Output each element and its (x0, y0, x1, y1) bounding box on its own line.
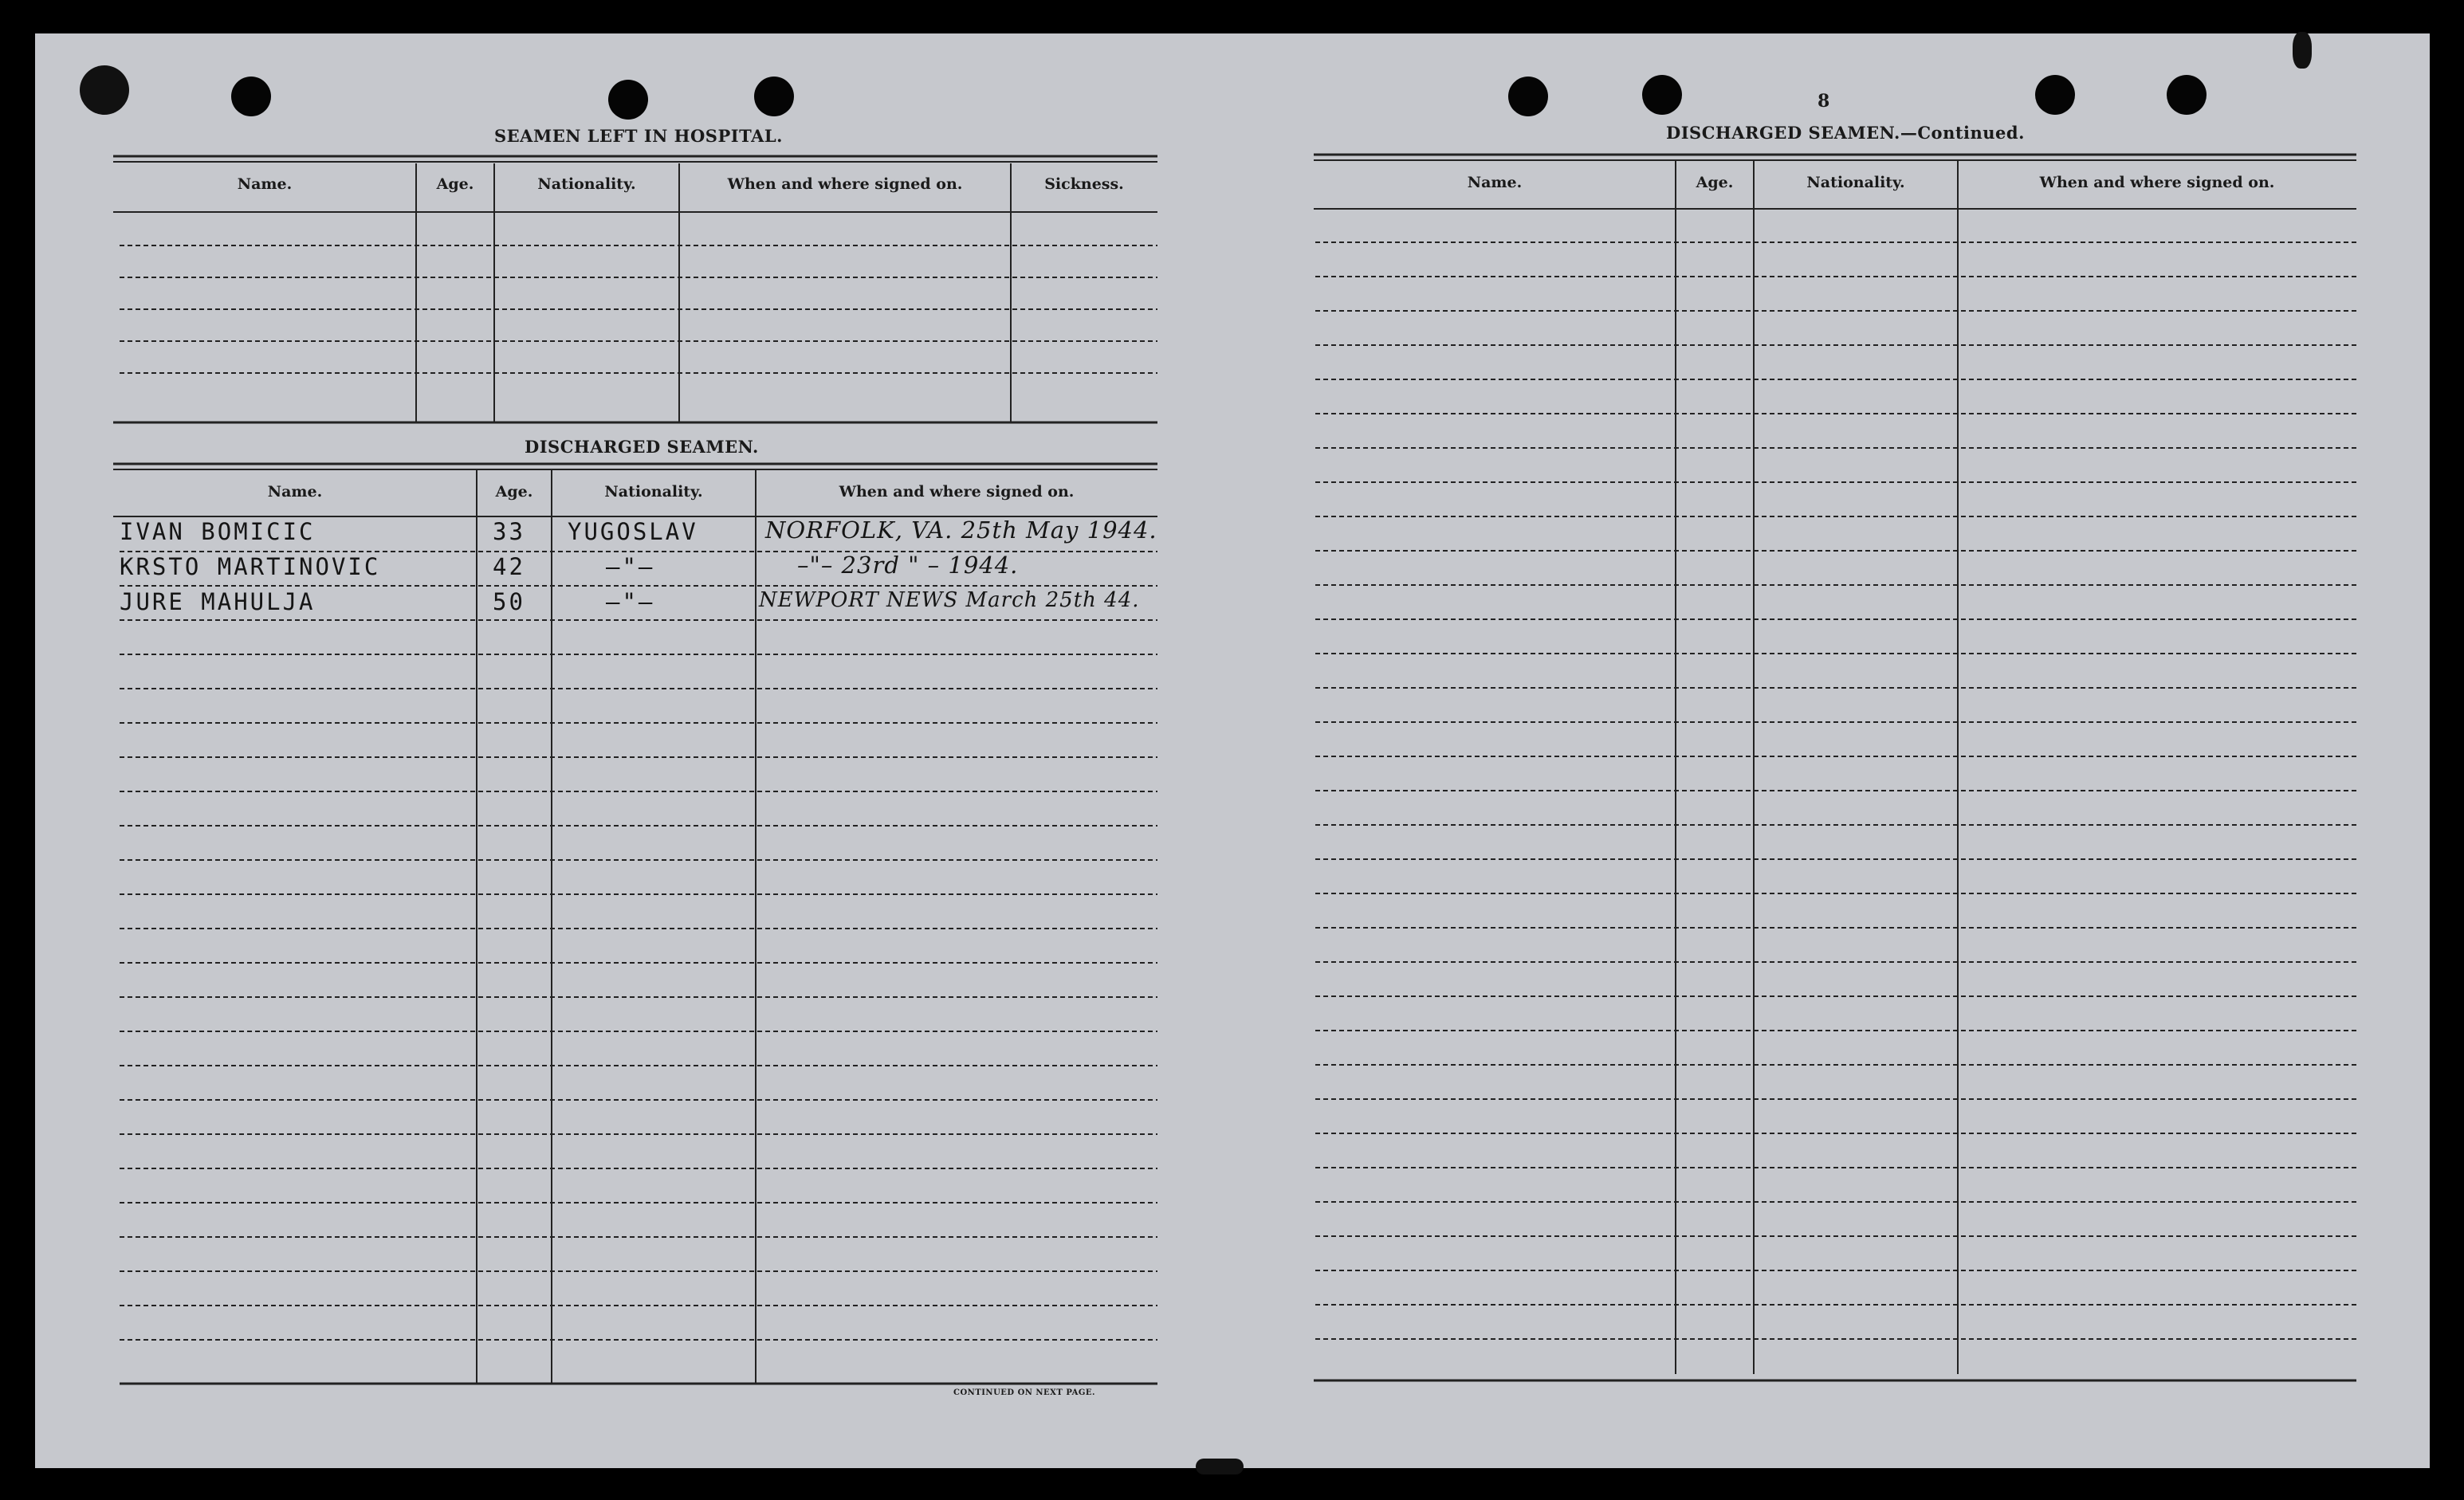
hospital-col-signed-on: When and where signed on. (727, 175, 963, 193)
right-col-name: Name. (1467, 174, 1523, 191)
seaman-signed-on: –"– 23rd " – 1944. (797, 552, 1019, 579)
seaman-signed-on: NORFOLK, VA. 25th May 1944. (765, 516, 1157, 544)
discharged-col-signed-on: When and where signed on. (839, 483, 1075, 501)
hospital-col-age: Age. (436, 175, 474, 193)
right-col-signed-on: When and where signed on. (2039, 174, 2275, 191)
discharged-col-nationality: Nationality. (604, 483, 703, 501)
discharged-col-name: Name. (267, 483, 323, 501)
seaman-name: KRSTO MARTINOVIC (120, 553, 381, 580)
seaman-name: JURE MAHULJA (120, 588, 316, 615)
seaman-name: IVAN BOMICIC (120, 518, 316, 545)
continued-note: CONTINUED ON NEXT PAGE. (953, 1388, 1096, 1397)
right-section-title: DISCHARGED SEAMEN.—Continued. (1666, 123, 2025, 143)
right-col-age: Age. (1696, 174, 1734, 191)
seaman-nationality: YUGOSLAV (568, 518, 698, 545)
seaman-age: 33 (493, 518, 525, 545)
hospital-col-name: Name. (237, 175, 293, 193)
seaman-nationality: –"– (606, 588, 655, 615)
discharged-section-title: DISCHARGED SEAMEN. (525, 437, 759, 457)
hospital-col-nationality: Nationality. (537, 175, 636, 193)
discharged-col-age: Age. (495, 483, 533, 501)
page-number: 8 (1818, 91, 1830, 112)
seaman-signed-on: NEWPORT NEWS March 25th 44. (759, 588, 1140, 612)
seaman-age: 50 (493, 588, 525, 615)
seaman-age: 42 (493, 553, 525, 580)
right-col-nationality: Nationality. (1806, 174, 1905, 191)
hospital-section-title: SEAMEN LEFT IN HOSPITAL. (494, 126, 783, 146)
hospital-col-sickness: Sickness. (1044, 175, 1124, 193)
seaman-nationality: –"– (606, 553, 655, 580)
